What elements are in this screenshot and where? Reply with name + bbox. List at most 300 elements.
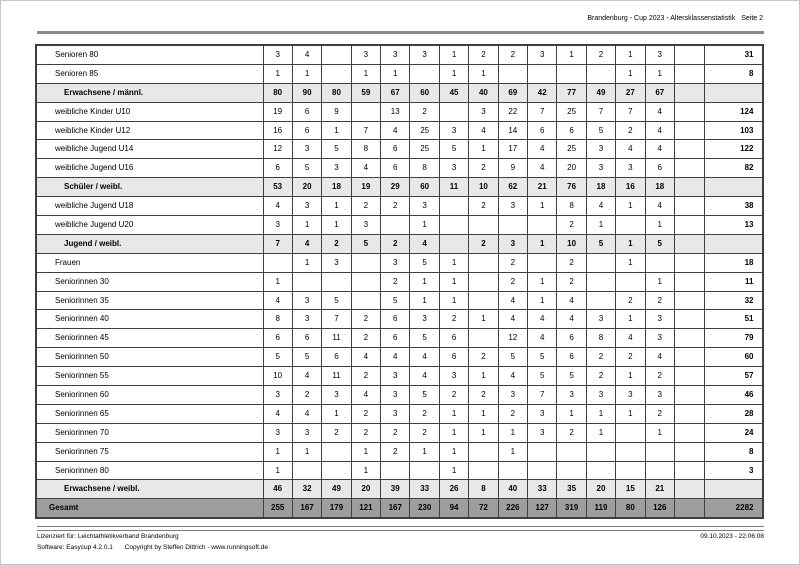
value-cell: 3: [645, 45, 674, 64]
value-cell: 33: [410, 480, 439, 499]
total-cell: 11: [704, 272, 763, 291]
value-cell: 4: [292, 367, 321, 386]
value-cell: 6: [263, 159, 292, 178]
spacer-cell: [674, 159, 704, 178]
total-cell: 32: [704, 291, 763, 310]
age-class-statistics-table: [35, 44, 764, 519]
value-cell: 6: [439, 329, 468, 348]
value-cell: 3: [263, 423, 292, 442]
value-cell: 1: [263, 64, 292, 83]
value-cell: 4: [528, 159, 557, 178]
value-cell: 9: [498, 159, 527, 178]
total-cell: 31: [704, 45, 763, 64]
value-cell: 3: [498, 234, 527, 253]
spacer-cell: [674, 310, 704, 329]
value-cell: 21: [645, 480, 674, 499]
value-cell: [469, 329, 498, 348]
row-label-cell: weibliche Jugend U14: [36, 140, 263, 159]
row-label-cell: Seniorinnen 50: [36, 348, 263, 367]
value-cell: 4: [410, 367, 439, 386]
value-cell: 1: [616, 45, 645, 64]
value-cell: 40: [498, 480, 527, 499]
value-cell: [557, 64, 586, 83]
spacer-cell: [674, 461, 704, 480]
footer-datetime: 09.10.2023 - 22:06:08: [700, 533, 764, 540]
value-cell: 1: [292, 64, 321, 83]
value-cell: [557, 461, 586, 480]
value-cell: 1: [557, 404, 586, 423]
value-cell: 11: [322, 329, 351, 348]
value-cell: 3: [586, 310, 615, 329]
table-row: [36, 253, 763, 272]
value-cell: 16: [616, 178, 645, 197]
value-cell: [616, 442, 645, 461]
value-cell: [616, 461, 645, 480]
total-cell: 124: [704, 102, 763, 121]
value-cell: [439, 102, 468, 121]
table-row: [36, 499, 763, 518]
row-label-cell: weibliche Kinder U10: [36, 102, 263, 121]
value-cell: 2: [381, 197, 410, 216]
value-cell: 4: [645, 102, 674, 121]
value-cell: 2: [645, 291, 674, 310]
value-cell: 1: [616, 404, 645, 423]
value-cell: 2: [410, 102, 439, 121]
value-cell: 22: [498, 102, 527, 121]
total-cell: 24: [704, 423, 763, 442]
value-cell: 1: [616, 234, 645, 253]
value-cell: 1: [528, 291, 557, 310]
value-cell: 2: [557, 423, 586, 442]
row-label-cell: weibliche Kinder U12: [36, 121, 263, 140]
value-cell: 1: [410, 216, 439, 235]
value-cell: 2: [616, 121, 645, 140]
value-cell: 15: [616, 480, 645, 499]
value-cell: 8: [410, 159, 439, 178]
value-cell: 2: [586, 45, 615, 64]
value-cell: 19: [263, 102, 292, 121]
value-cell: 3: [263, 216, 292, 235]
value-cell: 5: [292, 348, 321, 367]
value-cell: 25: [410, 140, 439, 159]
value-cell: 67: [645, 83, 674, 102]
table-row: [36, 159, 763, 178]
total-cell: 51: [704, 310, 763, 329]
value-cell: 2: [586, 348, 615, 367]
row-label-cell: Frauen: [36, 253, 263, 272]
value-cell: 2: [381, 423, 410, 442]
value-cell: 2: [381, 234, 410, 253]
value-cell: [469, 272, 498, 291]
spacer-cell: [674, 121, 704, 140]
value-cell: 1: [263, 461, 292, 480]
value-cell: [410, 461, 439, 480]
total-cell: 8: [704, 442, 763, 461]
value-cell: 2: [351, 367, 380, 386]
value-cell: [586, 442, 615, 461]
value-cell: 7: [616, 102, 645, 121]
total-cell: 79: [704, 329, 763, 348]
value-cell: [322, 45, 351, 64]
table-row: [36, 291, 763, 310]
value-cell: 2: [410, 404, 439, 423]
total-cell: 60: [704, 348, 763, 367]
row-label-cell: Senioren 85: [36, 64, 263, 83]
value-cell: 5: [322, 140, 351, 159]
spacer-cell: [674, 348, 704, 367]
value-cell: 2: [645, 367, 674, 386]
value-cell: 25: [557, 102, 586, 121]
value-cell: 3: [292, 310, 321, 329]
value-cell: 6: [381, 310, 410, 329]
value-cell: 1: [616, 197, 645, 216]
value-cell: 167: [292, 499, 321, 518]
value-cell: [410, 64, 439, 83]
value-cell: 5: [410, 386, 439, 405]
value-cell: 5: [586, 121, 615, 140]
value-cell: 10: [263, 367, 292, 386]
spacer-cell: [674, 234, 704, 253]
value-cell: 2: [586, 367, 615, 386]
value-cell: 6: [557, 121, 586, 140]
value-cell: 1: [439, 45, 468, 64]
value-cell: 6: [263, 329, 292, 348]
value-cell: 4: [645, 121, 674, 140]
spacer-cell: [674, 367, 704, 386]
table-row: [36, 423, 763, 442]
value-cell: 45: [439, 83, 468, 102]
value-cell: [322, 442, 351, 461]
value-cell: 226: [498, 499, 527, 518]
total-cell: [704, 83, 763, 102]
value-cell: 4: [351, 348, 380, 367]
value-cell: 1: [616, 367, 645, 386]
value-cell: 5: [322, 291, 351, 310]
value-cell: 2: [498, 253, 527, 272]
stats-table-body: [36, 45, 763, 518]
value-cell: 3: [292, 140, 321, 159]
spacer-cell: [674, 253, 704, 272]
value-cell: 3: [439, 367, 468, 386]
value-cell: [469, 442, 498, 461]
row-label-cell: Gesamt: [36, 499, 263, 518]
value-cell: 2: [381, 442, 410, 461]
value-cell: 72: [469, 499, 498, 518]
value-cell: 2: [616, 291, 645, 310]
row-label-cell: Seniorinnen 80: [36, 461, 263, 480]
value-cell: [528, 64, 557, 83]
page-header: [587, 15, 763, 22]
value-cell: 4: [263, 404, 292, 423]
spacer-cell: [674, 140, 704, 159]
value-cell: 2: [322, 234, 351, 253]
value-cell: 1: [586, 404, 615, 423]
value-cell: [381, 461, 410, 480]
value-cell: 7: [586, 102, 615, 121]
spacer-cell: [674, 329, 704, 348]
value-cell: [292, 461, 321, 480]
value-cell: 27: [616, 83, 645, 102]
value-cell: 3: [586, 386, 615, 405]
total-cell: 38: [704, 197, 763, 216]
value-cell: [469, 216, 498, 235]
value-cell: 1: [351, 442, 380, 461]
value-cell: 3: [528, 45, 557, 64]
value-cell: 94: [439, 499, 468, 518]
row-label-cell: Erwachsene / weibl.: [36, 480, 263, 499]
value-cell: 20: [292, 178, 321, 197]
value-cell: 6: [557, 329, 586, 348]
value-cell: 3: [381, 253, 410, 272]
footer-line-1: [37, 533, 764, 540]
value-cell: 4: [469, 121, 498, 140]
value-cell: 11: [439, 178, 468, 197]
value-cell: 4: [263, 291, 292, 310]
value-cell: 4: [645, 197, 674, 216]
spacer-cell: [674, 386, 704, 405]
value-cell: 8: [586, 329, 615, 348]
value-cell: [498, 64, 527, 83]
value-cell: 2: [469, 45, 498, 64]
value-cell: 3: [292, 423, 321, 442]
table-row: [36, 83, 763, 102]
value-cell: 6: [292, 329, 321, 348]
value-cell: 1: [439, 423, 468, 442]
value-cell: [351, 291, 380, 310]
value-cell: [351, 253, 380, 272]
value-cell: 25: [557, 140, 586, 159]
value-cell: 3: [351, 45, 380, 64]
row-label-cell: weibliche Jugend U16: [36, 159, 263, 178]
value-cell: [645, 253, 674, 272]
value-cell: 2: [292, 386, 321, 405]
value-cell: 1: [351, 64, 380, 83]
value-cell: 3: [381, 404, 410, 423]
table-row: [36, 121, 763, 140]
value-cell: 2: [616, 348, 645, 367]
value-cell: 11: [322, 367, 351, 386]
value-cell: [586, 64, 615, 83]
spacer-cell: [674, 291, 704, 310]
value-cell: 3: [263, 45, 292, 64]
spacer-cell: [674, 45, 704, 64]
value-cell: 6: [292, 102, 321, 121]
footer-software-text: Software: Easycup 4.2.0.1: [37, 544, 113, 551]
value-cell: 5: [498, 348, 527, 367]
value-cell: 1: [557, 45, 586, 64]
value-cell: [586, 291, 615, 310]
value-cell: 6: [381, 159, 410, 178]
value-cell: 126: [645, 499, 674, 518]
row-label-cell: Seniorinnen 70: [36, 423, 263, 442]
value-cell: 5: [645, 234, 674, 253]
row-label-cell: Seniorinnen 35: [36, 291, 263, 310]
value-cell: 3: [381, 367, 410, 386]
value-cell: 12: [263, 140, 292, 159]
value-cell: 5: [557, 367, 586, 386]
value-cell: 60: [410, 83, 439, 102]
value-cell: 3: [292, 291, 321, 310]
value-cell: 90: [292, 83, 321, 102]
value-cell: 1: [469, 310, 498, 329]
total-cell: 3: [704, 461, 763, 480]
total-cell: 57: [704, 367, 763, 386]
value-cell: 2: [469, 386, 498, 405]
value-cell: 3: [410, 45, 439, 64]
row-label-cell: Seniorinnen 65: [36, 404, 263, 423]
value-cell: [439, 197, 468, 216]
value-cell: 19: [351, 178, 380, 197]
value-cell: 1: [439, 442, 468, 461]
value-cell: 2: [469, 234, 498, 253]
value-cell: 49: [322, 480, 351, 499]
value-cell: 42: [528, 83, 557, 102]
value-cell: 5: [439, 140, 468, 159]
value-cell: 1: [645, 272, 674, 291]
value-cell: 6: [381, 140, 410, 159]
value-cell: [616, 423, 645, 442]
value-cell: [616, 272, 645, 291]
row-label-cell: Jugend / weibl.: [36, 234, 263, 253]
total-cell: 13: [704, 216, 763, 235]
row-label-cell: Seniorinnen 30: [36, 272, 263, 291]
total-cell: 122: [704, 140, 763, 159]
spacer-cell: [674, 102, 704, 121]
table-row: [36, 140, 763, 159]
value-cell: 2: [439, 386, 468, 405]
value-cell: 4: [557, 291, 586, 310]
value-cell: 60: [410, 178, 439, 197]
value-cell: 4: [528, 310, 557, 329]
value-cell: 3: [586, 159, 615, 178]
value-cell: 3: [616, 159, 645, 178]
value-cell: 3: [557, 386, 586, 405]
header-rule: [37, 31, 764, 34]
spacer-cell: [674, 404, 704, 423]
value-cell: [469, 461, 498, 480]
value-cell: 1: [439, 253, 468, 272]
value-cell: 4: [498, 310, 527, 329]
value-cell: [528, 442, 557, 461]
total-cell: 82: [704, 159, 763, 178]
value-cell: 6: [528, 121, 557, 140]
value-cell: 20: [586, 480, 615, 499]
table-row: [36, 367, 763, 386]
value-cell: 3: [351, 216, 380, 235]
report-title: Brandenburg - Cup 2023 - Altersklassenstatistik: [587, 15, 736, 22]
value-cell: 16: [263, 121, 292, 140]
value-cell: 4: [528, 140, 557, 159]
value-cell: 2: [557, 253, 586, 272]
value-cell: 4: [381, 121, 410, 140]
table-row: [36, 64, 763, 83]
value-cell: 2: [498, 404, 527, 423]
value-cell: [381, 216, 410, 235]
value-cell: [292, 272, 321, 291]
value-cell: 2: [381, 272, 410, 291]
value-cell: [645, 461, 674, 480]
value-cell: [322, 272, 351, 291]
value-cell: 17: [498, 140, 527, 159]
value-cell: [469, 253, 498, 272]
value-cell: 1: [410, 442, 439, 461]
value-cell: 3: [586, 140, 615, 159]
value-cell: 1: [528, 197, 557, 216]
footer-line-2: [37, 544, 764, 551]
value-cell: 2: [645, 404, 674, 423]
value-cell: 10: [469, 178, 498, 197]
value-cell: 3: [528, 423, 557, 442]
table-row: [36, 348, 763, 367]
value-cell: 2: [410, 423, 439, 442]
value-cell: [528, 216, 557, 235]
value-cell: 5: [410, 329, 439, 348]
row-label-cell: Seniorinnen 55: [36, 367, 263, 386]
value-cell: 4: [292, 45, 321, 64]
value-cell: 1: [263, 272, 292, 291]
value-cell: 5: [586, 234, 615, 253]
value-cell: 1: [469, 404, 498, 423]
value-cell: 230: [410, 499, 439, 518]
value-cell: 1: [292, 253, 321, 272]
value-cell: 20: [351, 480, 380, 499]
value-cell: 1: [616, 64, 645, 83]
value-cell: 26: [439, 480, 468, 499]
value-cell: 2: [469, 348, 498, 367]
table-row: [36, 480, 763, 499]
footer-rule: [37, 526, 764, 531]
value-cell: 1: [322, 121, 351, 140]
value-cell: 3: [645, 329, 674, 348]
value-cell: [586, 461, 615, 480]
value-cell: 319: [557, 499, 586, 518]
value-cell: 8: [557, 197, 586, 216]
value-cell: [322, 64, 351, 83]
value-cell: 5: [263, 348, 292, 367]
table-row: [36, 102, 763, 121]
value-cell: 6: [557, 348, 586, 367]
value-cell: 33: [528, 480, 557, 499]
value-cell: 1: [351, 461, 380, 480]
spacer-cell: [674, 178, 704, 197]
value-cell: [439, 234, 468, 253]
value-cell: 1: [439, 291, 468, 310]
table-row: [36, 461, 763, 480]
value-cell: 1: [381, 64, 410, 83]
value-cell: [498, 461, 527, 480]
value-cell: 35: [557, 480, 586, 499]
value-cell: 7: [263, 234, 292, 253]
value-cell: 77: [557, 83, 586, 102]
value-cell: 1: [645, 423, 674, 442]
value-cell: 2: [322, 423, 351, 442]
value-cell: 1: [439, 404, 468, 423]
table-row: [36, 310, 763, 329]
value-cell: 2: [469, 197, 498, 216]
value-cell: 18: [645, 178, 674, 197]
value-cell: [322, 461, 351, 480]
value-cell: 3: [322, 253, 351, 272]
value-cell: 8: [351, 140, 380, 159]
total-cell: 46: [704, 386, 763, 405]
value-cell: 3: [498, 197, 527, 216]
value-cell: 14: [498, 121, 527, 140]
value-cell: 127: [528, 499, 557, 518]
value-cell: 3: [498, 386, 527, 405]
value-cell: 29: [381, 178, 410, 197]
row-label-cell: Senioren 80: [36, 45, 263, 64]
value-cell: 4: [263, 197, 292, 216]
